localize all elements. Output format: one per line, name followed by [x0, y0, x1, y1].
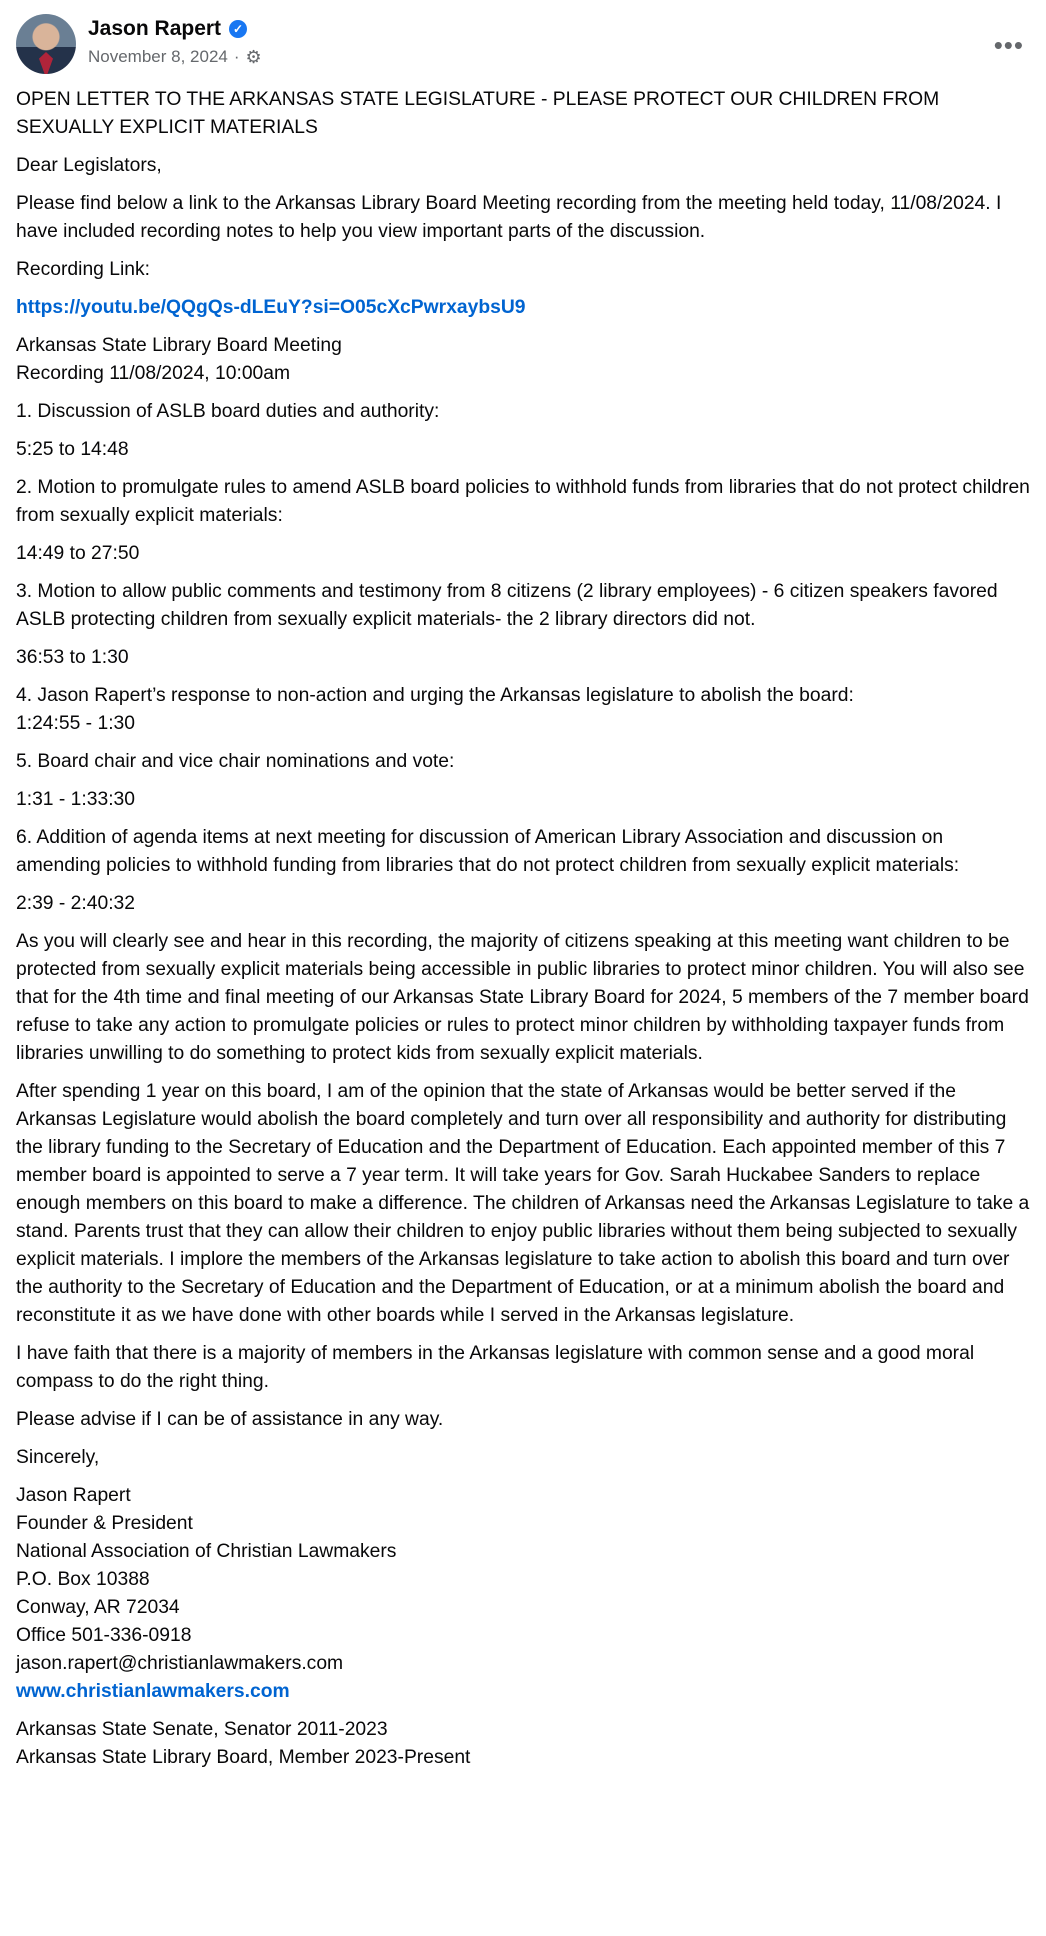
- verified-badge-icon: ✓: [229, 20, 247, 38]
- gear-icon[interactable]: ⚙: [245, 47, 262, 67]
- timestamp-2: 14:49 to 27:50: [16, 543, 140, 564]
- recording-label: Recording Link:: [16, 259, 150, 280]
- agenda-item-4: 4. Jason Rapert’s response to non-action and urging the Arkansas legislature to abolish the board: 1:24:55 - 1:30: [16, 685, 854, 734]
- post-header: [16, 14, 1030, 74]
- body-paragraph-1: As you will clearly see and hear in this recording, the majority of citizens speaking at this meeting want children to be protected from sexually explicit materials being accessible in public libraries to protect minor children. You will also see that for the 4th time and final meeting of our Arkansas State Library Board for 2024, 5 members of the 7 member board refuse to take any action to promulgate policies or rules to protect minor children by withholding taxpayer funds from libraries unwilling to do something to protect kids from sexually explicit materials.: [16, 931, 1029, 1064]
- post-title: OPEN LETTER TO THE ARKANSAS STATE LEGISLATURE - PLEASE PROTECT OUR CHILDREN FROM SEXUALLY EXPLICIT MATERIALS: [16, 89, 940, 138]
- body-paragraph-4: Please advise if I can be of assistance in any way.: [16, 1409, 444, 1430]
- avatar[interactable]: [16, 14, 76, 74]
- timestamp-1: 5:25 to 14:48: [16, 439, 129, 460]
- recording-link[interactable]: https://youtu.be/QQgQs-dLEuY?si=O05cXcPwrxaybsU9: [16, 297, 526, 318]
- greeting: Dear Legislators,: [16, 155, 162, 176]
- timestamp-5: 1:31 - 1:33:30: [16, 789, 135, 810]
- post-meta: [88, 47, 262, 67]
- author-row: [88, 16, 247, 42]
- website-link[interactable]: www.christianlawmakers.com: [16, 1681, 290, 1702]
- timestamp-6: 2:39 - 2:40:32: [16, 893, 135, 914]
- agenda-item-6: 6. Addition of agenda items at next meeting for discussion of American Library Association and discussion on amending policies to withhold funding from libraries that do not protect children from sexually explicit materials:: [16, 827, 960, 876]
- agenda-item-5: 5. Board chair and vice chair nominations and vote:: [16, 751, 455, 772]
- agenda-item-3: 3. Motion to allow public comments and testimony from 8 citizens (2 library employees) - 6 citizen speakers favored ASLB protecting children from sexually explicit materials- the 2 library directors did not.: [16, 581, 998, 630]
- signature-block: Jason Rapert Founder & President National Association of Christian Lawmakers P.O. Box 10388 Conway, AR 72034 Office 501-336-0918 jason.rapert@christianlawmakers.com: [16, 1485, 397, 1674]
- meeting-title: Arkansas State Library Board Meeting Recording 11/08/2024, 10:00am: [16, 335, 342, 384]
- author-name[interactable]: Jason Rapert: [88, 17, 222, 40]
- more-options-icon[interactable]: •••: [993, 30, 1024, 60]
- agenda-item-2: 2. Motion to promulgate rules to amend ASLB board policies to withhold funds from libraries that do not protect children from sexually explicit materials:: [16, 477, 1030, 526]
- positions: Arkansas State Senate, Senator 2011-2023 Arkansas State Library Board, Member 2023-Present: [16, 1719, 471, 1768]
- meta-separator: ·: [233, 47, 240, 66]
- post-body: [16, 86, 1032, 1782]
- timestamp-3: 36:53 to 1:30: [16, 647, 129, 668]
- closing: Sincerely,: [16, 1447, 100, 1468]
- body-paragraph-2: After spending 1 year on this board, I am of the opinion that the state of Arkansas would be better served if the Arkansas Legislature would abolish the board completely and turn over all responsibility and authority for distributing the library funding to the Secretary of Education and the Department of Education. Each appointed member of this 7 member board is appointed to serve a 7 year term. It will take years for Gov. Sarah Huckabee Sanders to replace enough members on this board to make a difference. The children of Arkansas need the Arkansas Legislature to take a stand. Parents trust that they can allow their children to enjoy public libraries without them being subjected to sexually explicit materials. I implore the members of the Arkansas legislature to take action to abolish this board and turn over the authority to the Secretary of Education and the Department of Education, or at a minimum abolish the board and reconstitute it as we have done with other boards while I served in the Arkansas legislature.: [16, 1081, 1030, 1326]
- body-paragraph-3: I have faith that there is a majority of members in the Arkansas legislature with common sense and a good moral compass to do the right thing.: [16, 1343, 975, 1392]
- agenda-item-1: 1. Discussion of ASLB board duties and authority:: [16, 401, 440, 422]
- post-date[interactable]: November 8, 2024: [88, 47, 228, 66]
- intro-paragraph: Please find below a link to the Arkansas Library Board Meeting recording from the meeting held today, 11/08/2024. I have included recording notes to help you view important parts of the discussion.: [16, 193, 1002, 242]
